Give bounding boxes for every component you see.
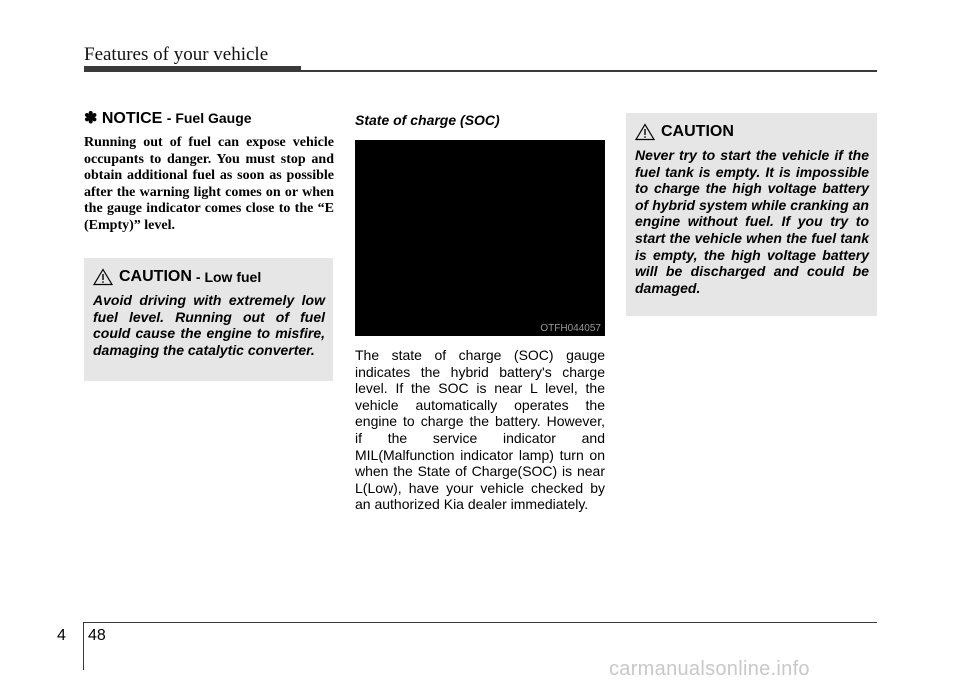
caution-box-high-voltage [626,113,877,316]
caution-text: Avoid driving with extremely low fuel level. Running out of fuel could cause the engine to misfire, damaging the catalytic converter. [93,292,325,358]
caution-text: Never try to start the vehicle if the fuel tank is empty. It is impossible to charge the high voltage battery of hybrid system while cranking an engine without fuel. If you try to start the vehicle when the fuel tank is empty, the high voltage battery will be discharged and could be damaged. [635,147,869,296]
caution-label: CAUTION [661,123,734,140]
warning-triangle-icon [635,123,655,141]
footer-divider [83,622,84,670]
left-column [84,108,334,235]
soc-section-title: State of charge (SOC) [355,112,500,128]
notice-subtitle: - Fuel Gauge [166,110,252,126]
page-header-title: Features of your vehicle [84,44,269,65]
caution-heading [93,268,325,286]
caution-box-low-fuel [84,258,333,381]
soc-body: The state of charge (SOC) gauge indicates the hybrid battery's charge level. If the SOC is near L level, the vehicle automatically operates the engine to charge the battery. However, if the service indicator and MIL(Malfunction indicator lamp) turn on when the State of Charge(SOC) is near L(Low), have your vehicle checked by an authorized Kia dealer immediately. [355,347,605,513]
notice-symbol: ✽ [84,110,98,127]
caution-heading [635,123,869,141]
notice-label: NOTICE [101,110,163,127]
warning-triangle-icon [93,268,113,286]
caution-label: CAUTION [119,268,192,285]
soc-figure [355,140,605,336]
caution-subtitle: - Low fuel [195,269,262,285]
middle-column [355,112,605,513]
figure-code: OTFH044057 [540,323,601,334]
watermark: carmanualsonline.info [609,658,810,680]
header-rule [84,70,877,72]
footer-rule [84,622,877,623]
page-number: 48 [88,627,106,644]
notice-body: Running out of fuel can expose vehicle occupants to danger. You must stop and obtain additional fuel as soon as possible after the warning light comes on or when the gauge indicator comes close to the “E (Empty)” level. [84,135,334,233]
notice-heading [84,108,334,128]
chapter-number: 4 [57,627,66,644]
